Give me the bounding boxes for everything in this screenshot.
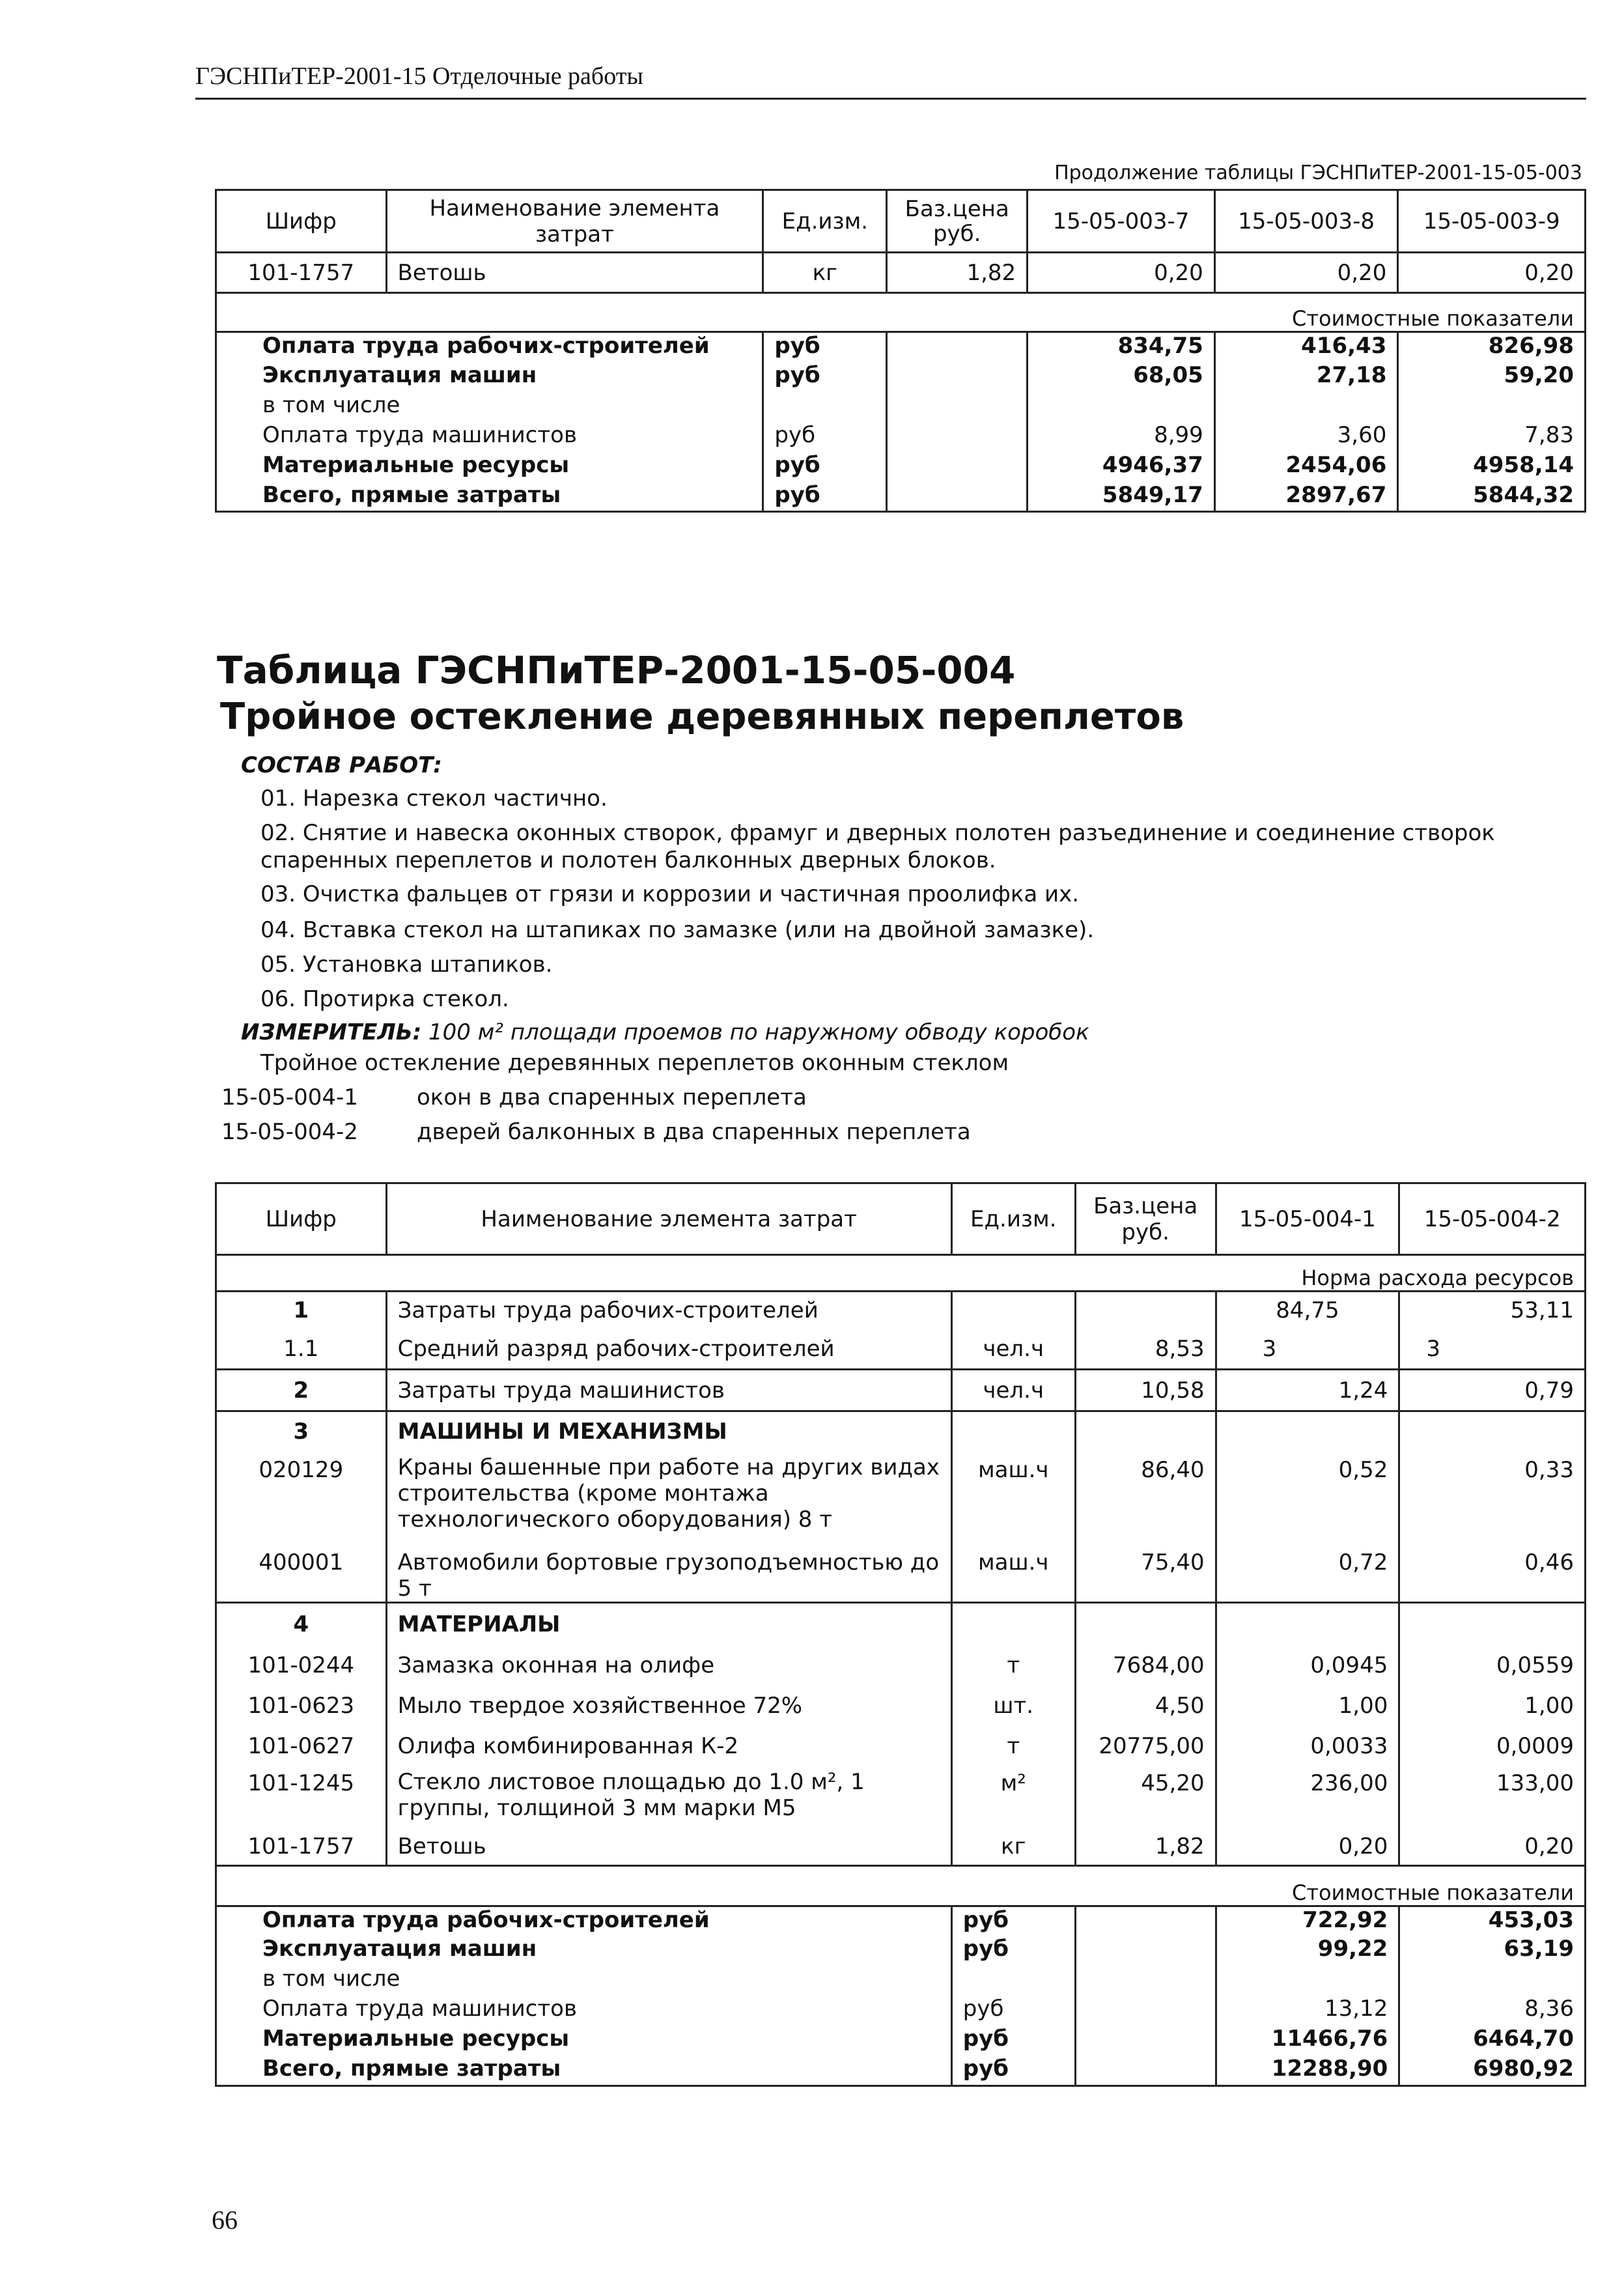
row-unit: кг [763, 253, 887, 293]
cost-row [216, 452, 1586, 482]
cost-name: Материальные ресурсы [216, 2026, 952, 2056]
cost-v1: 4946,37 [1028, 452, 1215, 482]
row-code: 020129 [216, 1452, 387, 1544]
running-header: ГЭСНПиТЕР-2001-15 Отделочные работы [195, 63, 643, 90]
row-v1: 0,0945 [1216, 1645, 1399, 1686]
cost-v1: 99,22 [1216, 1936, 1399, 1966]
cost-name: Материальные ресурсы [216, 452, 763, 482]
row-price: 45,20 [1075, 1766, 1216, 1829]
row-code: 101-1757 [216, 1829, 387, 1865]
cost-v2: 2897,67 [1214, 482, 1398, 512]
row-v2: 0,0009 [1399, 1726, 1586, 1766]
cost-unit: руб [951, 1906, 1075, 1936]
col-code: Шифр [216, 190, 387, 253]
cost-v2: 27,18 [1214, 362, 1398, 392]
cost-section-row [216, 293, 1586, 332]
cost-section-label: Стоимостные показатели [216, 293, 1586, 332]
resource-table [215, 1182, 1586, 2087]
row-v2: 1,00 [1399, 1686, 1586, 1726]
table-row [216, 1829, 1586, 1865]
col-unit: Ед.изм. [763, 190, 887, 253]
cost-row [216, 2026, 1586, 2056]
cost-v1: 5849,17 [1028, 482, 1215, 512]
cost-v1: 11466,76 [1216, 2026, 1399, 2056]
table-row [216, 1452, 1586, 1544]
row-v1: 84,75 [1216, 1292, 1399, 1329]
work-item: 04. Вставка стекол на штапиках по замазке (или на двойной замазке). [260, 917, 1095, 943]
cost-name: в том числе [216, 392, 763, 422]
row-price: 8,53 [1075, 1329, 1216, 1370]
code-id: 15-05-004-1 [221, 1084, 358, 1110]
row-unit: чел.ч [951, 1370, 1075, 1411]
col-price: Баз.цена руб. [887, 190, 1028, 253]
code-line [221, 1119, 971, 1145]
work-item: 01. Нарезка стекол частично. [260, 785, 608, 812]
code-text: дверей балконных в два спаренных переплета [417, 1119, 971, 1145]
row-code: 1.1 [216, 1329, 387, 1370]
cost-unit: руб [951, 2026, 1075, 2056]
cost-v3: 4958,14 [1398, 452, 1586, 482]
cost-name: Эксплуатация машин [216, 1936, 952, 1966]
row-name: Ветошь [386, 1829, 951, 1865]
cost-name: Всего, прямые затраты [216, 2056, 952, 2085]
row-name: МАШИНЫ И МЕХАНИЗМЫ [386, 1411, 951, 1452]
row-v3: 0,20 [1398, 253, 1586, 293]
cost-row [216, 1996, 1586, 2026]
works-label: СОСТАВ РАБОТ: [241, 752, 442, 778]
row-v1: 1,24 [1216, 1370, 1399, 1411]
row-v2: 0,20 [1399, 1829, 1586, 1865]
row-code: 1 [216, 1292, 387, 1329]
meter-label: ИЗМЕРИТЕЛЬ: [241, 1019, 422, 1045]
table-row [216, 1602, 1586, 1645]
table-header-row [216, 1183, 1586, 1255]
row-v2: 0,20 [1214, 253, 1398, 293]
cost-v3: 5844,32 [1398, 482, 1586, 512]
row-v2: 3 [1399, 1329, 1586, 1370]
cost-v1: 12288,90 [1216, 2056, 1399, 2085]
cost-row [216, 482, 1586, 512]
cost-v1: 68,05 [1028, 362, 1215, 392]
cost-v3: 59,20 [1398, 362, 1586, 392]
row-v1: 0,20 [1028, 253, 1215, 293]
table-row [216, 1726, 1586, 1766]
row-v2: 0,79 [1399, 1370, 1586, 1411]
cost-v2: 2454,06 [1214, 452, 1398, 482]
cost-unit: руб [951, 1996, 1075, 2026]
row-name: Краны башенные при работе на других видах строительства (кроме монтажа технологического оборудования) 8 т [386, 1452, 951, 1544]
row-price: 75,40 [1075, 1544, 1216, 1603]
cost-v2: 453,03 [1399, 1906, 1586, 1936]
col-name: Наименование элемента затрат [386, 1183, 951, 1255]
cost-name: Оплата труда машинистов [216, 422, 763, 452]
cost-v1: 8,99 [1028, 422, 1215, 452]
section-subtitle: Тройное остекление деревянных переплетов [220, 696, 1184, 738]
row-code: 400001 [216, 1544, 387, 1603]
table-row [216, 1544, 1586, 1603]
row-code: 101-0623 [216, 1686, 387, 1726]
row-price: 7684,00 [1075, 1645, 1216, 1686]
cost-unit: руб [951, 1936, 1075, 1966]
col-v3: 15-05-003-9 [1398, 190, 1586, 253]
cost-unit: руб [763, 452, 887, 482]
row-v1: 236,00 [1216, 1766, 1399, 1829]
row-unit: т [951, 1645, 1075, 1686]
cost-row [216, 362, 1586, 392]
row-v2: 53,11 [1399, 1292, 1586, 1329]
row-name: Средний разряд рабочих-строителей [386, 1329, 951, 1370]
row-unit: м² [951, 1766, 1075, 1829]
col-v2: 15-05-004-2 [1399, 1183, 1586, 1255]
header-rule [195, 98, 1586, 100]
col-price: Баз.цена руб. [1075, 1183, 1216, 1255]
code-text: окон в два спаренных переплета [417, 1084, 807, 1110]
cost-v2: 63,19 [1399, 1936, 1586, 1966]
row-v2: 133,00 [1399, 1766, 1586, 1829]
row-code: 3 [216, 1411, 387, 1452]
row-v1: 1,00 [1216, 1686, 1399, 1726]
continuation-caption: Продолжение таблицы ГЭСНПиТЕР-2001-15-05-003 [1054, 162, 1582, 184]
cost-section-row [216, 1865, 1586, 1906]
row-name: Затраты труда машинистов [386, 1370, 951, 1411]
cost-v3: 7,83 [1398, 422, 1586, 452]
col-v1: 15-05-004-1 [1216, 1183, 1399, 1255]
row-price: 4,50 [1075, 1686, 1216, 1726]
continuation-table [215, 189, 1586, 513]
table-row [216, 1411, 1586, 1452]
row-name: Автомобили бортовые грузоподъемностью до 5 т [386, 1544, 951, 1603]
row-code: 101-1757 [216, 253, 387, 293]
table-row [216, 1292, 1586, 1329]
row-price: 20775,00 [1075, 1726, 1216, 1766]
row-v1: 0,20 [1216, 1829, 1399, 1865]
row-v2: 0,46 [1399, 1544, 1586, 1603]
cost-name: Оплата труда рабочих-строителей [216, 1906, 952, 1936]
work-item: 05. Установка штапиков. [260, 952, 553, 978]
cost-unit: руб [763, 482, 887, 512]
cost-v2: 6980,92 [1399, 2056, 1586, 2085]
work-item: 02. Снятие и навеска оконных створок, фрамуг и дверных полотен разъединение и соединение створок спаренных переплетов и полотен балконных дверных блоков. [260, 820, 1495, 873]
row-unit: маш.ч [951, 1544, 1075, 1603]
cost-row [216, 1966, 1586, 1996]
cost-v1: 834,75 [1028, 332, 1215, 362]
row-name: Стекло листовое площадью до 1.0 м², 1 группы, толщиной 3 мм марки М5 [386, 1766, 951, 1829]
cost-row [216, 332, 1586, 362]
cost-row [216, 1906, 1586, 1936]
row-code: 101-1245 [216, 1766, 387, 1829]
table-row [216, 1645, 1586, 1686]
cost-unit: руб [763, 332, 887, 362]
row-unit: чел.ч [951, 1329, 1075, 1370]
row-name: Затраты труда рабочих-строителей [386, 1292, 951, 1329]
table-header-row [216, 190, 1586, 253]
row-v1: 0,52 [1216, 1452, 1399, 1544]
meter-description: Тройное остекление деревянных переплетов оконным стеклом [260, 1050, 1009, 1076]
col-name: Наименование элемента затрат [386, 190, 763, 253]
row-name: Ветошь [386, 253, 763, 293]
row-code: 2 [216, 1370, 387, 1411]
work-item: 06. Протирка стекол. [260, 986, 509, 1012]
col-v1: 15-05-003-7 [1028, 190, 1215, 253]
cost-row [216, 422, 1586, 452]
row-price: 86,40 [1075, 1452, 1216, 1544]
cost-name: Эксплуатация машин [216, 362, 763, 392]
row-v1: 3 [1216, 1329, 1399, 1370]
table-row [216, 1370, 1586, 1411]
cost-v1: 13,12 [1216, 1996, 1399, 2026]
cost-name: Оплата труда машинистов [216, 1996, 952, 2026]
norm-section-row [216, 1255, 1586, 1292]
cost-v3: 826,98 [1398, 332, 1586, 362]
cost-row [216, 1936, 1586, 1966]
cost-v2: 3,60 [1214, 422, 1398, 452]
row-name: Олифа комбинированная К-2 [386, 1726, 951, 1766]
table-row [216, 1766, 1586, 1829]
cost-unit: руб [951, 2056, 1075, 2085]
cost-v2: 8,36 [1399, 1996, 1586, 2026]
cost-unit: руб [763, 422, 887, 452]
work-item: 03. Очистка фальцев от грязи и коррозии и частичная проолифка их. [260, 881, 1080, 907]
code-line [221, 1084, 807, 1110]
col-unit: Ед.изм. [951, 1183, 1075, 1255]
code-id: 15-05-004-2 [221, 1119, 358, 1145]
page-number: 66 [212, 2205, 238, 2235]
section-title: Таблица ГЭСНПиТЕР-2001-15-05-004 [217, 648, 1016, 692]
row-unit: маш.ч [951, 1452, 1075, 1544]
row-code: 101-0627 [216, 1726, 387, 1766]
row-v1: 0,72 [1216, 1544, 1399, 1603]
cost-section-label: Стоимостные показатели [216, 1865, 1586, 1906]
row-name: Мыло твердое хозяйственное 72% [386, 1686, 951, 1726]
row-unit: кг [951, 1829, 1075, 1865]
row-unit: шт. [951, 1686, 1075, 1726]
meter-text: 100 м² площади проемов по наружному обводу коробок [428, 1019, 1089, 1045]
row-v2: 0,33 [1399, 1452, 1586, 1544]
cost-row [216, 392, 1586, 422]
cost-row [216, 2056, 1586, 2085]
cost-name: в том числе [216, 1966, 952, 1996]
row-price: 1,82 [1075, 1829, 1216, 1865]
row-code: 101-0244 [216, 1645, 387, 1686]
cost-v2: 416,43 [1214, 332, 1398, 362]
cost-name: Оплата труда рабочих-строителей [216, 332, 763, 362]
row-unit: т [951, 1726, 1075, 1766]
row-price: 1,82 [887, 253, 1028, 293]
cost-v2: 6464,70 [1399, 2026, 1586, 2056]
row-v1: 0,0033 [1216, 1726, 1399, 1766]
cost-unit: руб [763, 362, 887, 392]
meter-line [241, 1019, 1089, 1045]
norm-section-label: Норма расхода ресурсов [216, 1255, 1586, 1292]
col-code: Шифр [216, 1183, 387, 1255]
cost-v1: 722,92 [1216, 1906, 1399, 1936]
table-row [216, 1686, 1586, 1726]
row-name: МАТЕРИАЛЫ [386, 1602, 951, 1645]
row-code: 4 [216, 1602, 387, 1645]
cost-name: Всего, прямые затраты [216, 482, 763, 512]
table-row [216, 1329, 1586, 1370]
row-name: Замазка оконная на олифе [386, 1645, 951, 1686]
table-row [216, 253, 1586, 293]
row-price: 10,58 [1075, 1370, 1216, 1411]
row-v2: 0,0559 [1399, 1645, 1586, 1686]
col-v2: 15-05-003-8 [1214, 190, 1398, 253]
